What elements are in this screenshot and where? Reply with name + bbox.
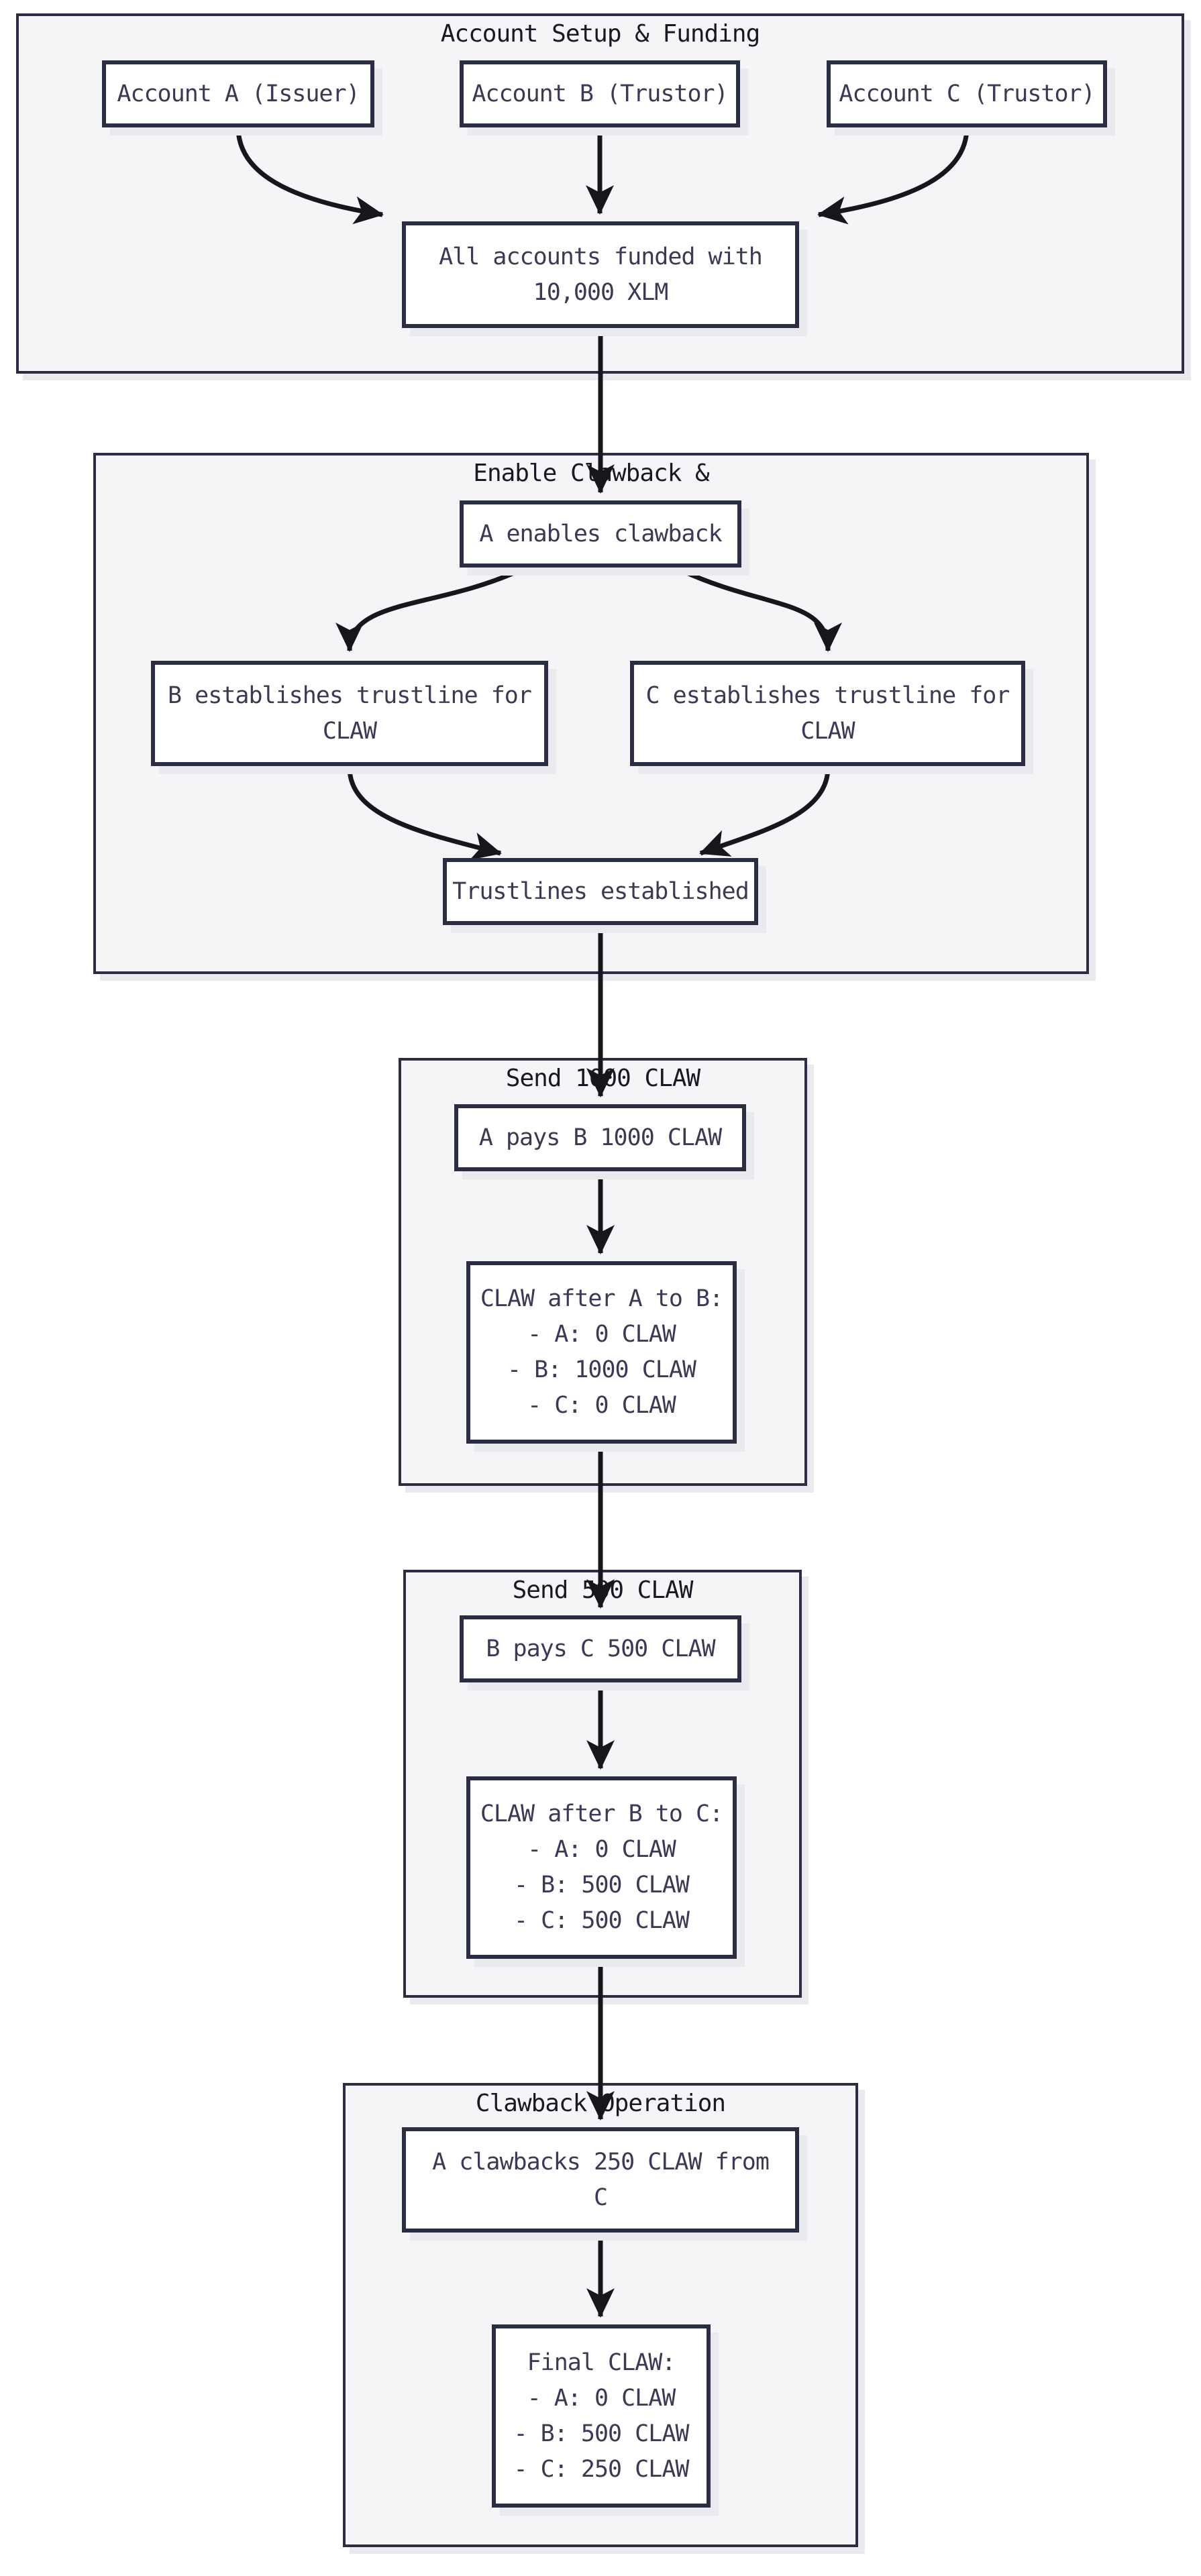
node-account-a-label: Account A (Issuer) <box>117 80 360 107</box>
node-funded <box>402 221 799 328</box>
node-account-a <box>102 60 374 127</box>
node-clawback-operation <box>402 2127 799 2233</box>
section-title-clawback-operation: Clawback Operation <box>475 2090 726 2117</box>
node-c-trustline <box>630 661 1025 766</box>
final-line-0: Final CLAW: <box>527 2349 676 2376</box>
node-c-trustline-line2: CLAW <box>800 717 855 745</box>
node-trustlines-established-label: Trustlines established <box>452 877 749 905</box>
result1-line-3: - C: 0 CLAW <box>527 1392 676 1419</box>
node-enables-clawback <box>460 500 741 568</box>
node-account-b-label: Account B (Trustor) <box>472 80 728 107</box>
node-result-after-b-to-c <box>466 1776 737 1959</box>
node-account-c-label: Account C (Trustor) <box>839 80 1095 107</box>
node-pays-1000 <box>454 1104 746 1171</box>
result2-line-1: - A: 0 CLAW <box>527 1836 676 1863</box>
result2-line-3: - C: 500 CLAW <box>514 1907 689 1934</box>
result1-line-0: CLAW after A to B: <box>480 1285 723 1312</box>
node-clawback-line2: C <box>593 2184 608 2211</box>
node-clawback-line1: A clawbacks 250 CLAW from <box>432 2148 769 2176</box>
node-funded-line1: All accounts funded with <box>439 243 762 270</box>
section-title-send-1000: Send 1000 CLAW <box>505 1065 700 1092</box>
result2-line-2: - B: 500 CLAW <box>514 1872 689 1898</box>
node-b-trustline-line1: B establishes trustline for <box>168 682 531 709</box>
section-title-send-500: Send 500 CLAW <box>512 1576 693 1604</box>
node-b-trustline <box>151 661 548 766</box>
final-line-2: - B: 500 CLAW <box>513 2420 689 2447</box>
node-b-trustline-line2: CLAW <box>322 717 377 745</box>
result1-line-1: - A: 0 CLAW <box>527 1321 676 1348</box>
node-pays-500-label: B pays C 500 CLAW <box>486 1635 715 1662</box>
result2-line-0: CLAW after B to C: <box>480 1801 723 1827</box>
node-pays-500 <box>460 1615 741 1682</box>
node-result-after-a-to-b <box>466 1261 737 1444</box>
node-funded-line2: 10,000 XLM <box>533 278 668 306</box>
node-account-c <box>827 60 1107 127</box>
node-enables-clawback-label: A enables clawback <box>479 520 722 547</box>
section-title-account-setup: Account Setup & Funding <box>440 20 760 48</box>
node-account-b <box>460 60 740 127</box>
final-line-3: - C: 250 CLAW <box>513 2455 689 2483</box>
node-c-trustline-line1: C establishes trustline for <box>645 682 1010 709</box>
section-title-enable-clawback: Enable Clawback & <box>473 460 709 487</box>
final-line-1: - A: 0 CLAW <box>527 2384 676 2412</box>
result1-line-2: - B: 1000 CLAW <box>507 1356 696 1383</box>
node-trustlines-established <box>443 858 758 925</box>
node-pays-1000-label: A pays B 1000 CLAW <box>478 1124 722 1151</box>
node-final-balances <box>492 2324 711 2508</box>
